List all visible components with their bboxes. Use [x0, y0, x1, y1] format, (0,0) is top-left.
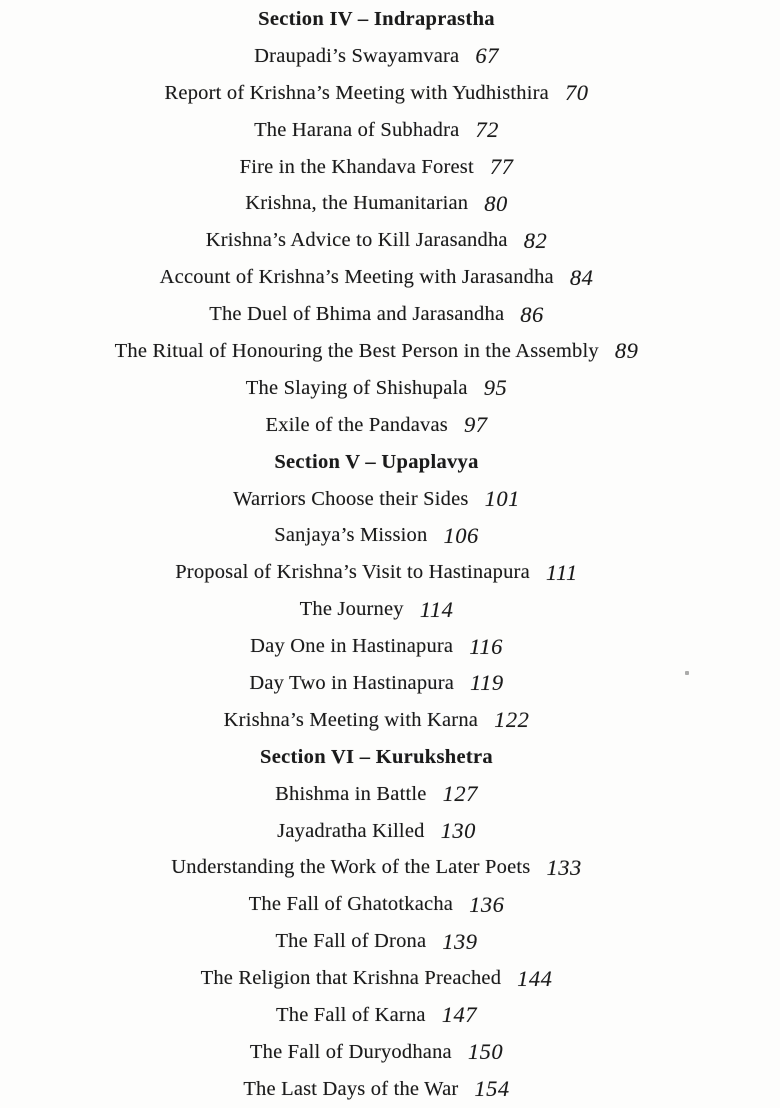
toc-entry-page: 133 — [546, 854, 582, 880]
toc-entry-title: Account of Krishna’s Meeting with Jarasandha — [159, 266, 554, 289]
toc-entry-title: Krishna’s Meeting with Karna — [223, 708, 479, 731]
toc-entry — [0, 665, 753, 702]
toc-entry-title: Day One in Hastinapura — [250, 635, 454, 658]
toc-entry — [0, 554, 753, 591]
toc-entry-page: 84 — [569, 264, 594, 290]
toc-entry-page: 80 — [484, 190, 508, 216]
toc-entry-title: Krishna, the Humanitarian — [245, 192, 469, 215]
toc-entry — [0, 222, 753, 259]
toc-entry — [0, 702, 753, 739]
toc-entry — [0, 112, 753, 149]
toc-entry — [0, 886, 753, 923]
toc-entry-title: The Duel of Bhima and Jarasandha — [209, 303, 505, 326]
toc-entry-page: 70 — [564, 80, 589, 106]
toc-entry — [0, 296, 753, 333]
toc-entry — [0, 333, 753, 370]
toc-entry — [0, 185, 753, 222]
toc-entry — [0, 849, 753, 886]
toc-entry — [0, 517, 753, 554]
toc-section-heading: Section IV – Indraprastha — [258, 7, 495, 30]
toc-entry-page: 77 — [489, 154, 514, 179]
toc-entry-title: Jayadratha Killed — [277, 819, 425, 842]
toc-entry-title: Warriors Choose their Sides — [233, 487, 469, 510]
toc-entry — [0, 776, 753, 813]
toc-entry-page: 101 — [484, 486, 520, 512]
toc-section-heading: Section VI – Kurukshetra — [260, 745, 493, 768]
toc-entry — [0, 259, 753, 296]
toc-entry — [0, 407, 753, 444]
toc-entry — [0, 1034, 753, 1071]
toc-entry-title: Sanjaya’s Mission — [274, 524, 428, 547]
toc-entry-title: The Fall of Karna — [276, 1003, 426, 1026]
toc-entry-title: The Last Days of the War — [243, 1077, 459, 1100]
toc-entry — [0, 149, 753, 186]
toc-entry-page: 86 — [520, 301, 544, 327]
toc-entry-page: 144 — [517, 965, 553, 991]
toc-entry-page: 147 — [441, 1002, 477, 1028]
toc-entry-title: Exile of the Pandavas — [265, 413, 448, 436]
toc-entry-page: 154 — [474, 1076, 510, 1102]
toc-entry-page: 82 — [523, 227, 548, 253]
toc-entry — [0, 75, 753, 112]
toc-entry-page: 97 — [463, 412, 488, 438]
toc-entry-page: 150 — [467, 1039, 504, 1065]
toc-entry-title: Report of Krishna’s Meeting with Yudhisthira — [164, 81, 549, 104]
toc-entry-title: The Fall of Ghatotkacha — [248, 893, 454, 916]
toc-entry-page: 89 — [614, 338, 639, 364]
toc-entry — [0, 960, 753, 997]
toc-entry-title: The Fall of Duryodhana — [249, 1040, 452, 1063]
toc-entry-page: 139 — [442, 928, 478, 954]
toc-entry-page: 119 — [470, 670, 504, 696]
toc — [0, 1, 753, 1108]
toc-entry-title: Krishna’s Advice to Kill Jarasandha — [205, 229, 508, 252]
toc-entry-page: 114 — [419, 596, 454, 622]
toc-entry-title: Day Two in Hastinapura — [249, 671, 455, 694]
toc-entry-title: The Journey — [299, 598, 404, 621]
toc-entry-title: The Slaying of Shishupala — [245, 376, 468, 399]
toc-entry — [0, 481, 753, 518]
toc-entry — [0, 38, 753, 75]
toc-entry-page: 111 — [545, 559, 578, 585]
scan-speck-artifact — [685, 671, 689, 675]
toc-section-heading: Section V – Upaplavya — [274, 450, 479, 473]
toc-entry-title: The Harana of Subhadra — [254, 118, 460, 141]
toc-entry-page: 127 — [442, 781, 478, 807]
toc-entry-title: Bhishma in Battle — [275, 782, 427, 805]
toc-entry-page: 136 — [469, 891, 505, 917]
toc-entry-title: Fire in the Khandava Forest — [239, 155, 474, 178]
toc-entry-title: Draupadi’s Swayamvara — [254, 44, 460, 67]
toc-entry — [0, 923, 753, 960]
toc-entry-title: Proposal of Krishna’s Visit to Hastinapura — [175, 561, 530, 584]
toc-entry-title: The Fall of Drona — [275, 930, 427, 953]
toc-entry-page: 122 — [494, 707, 530, 733]
toc-entry-title: Understanding the Work of the Later Poets — [171, 856, 531, 879]
toc-entry — [0, 813, 753, 850]
toc-entry-page: 130 — [440, 818, 476, 844]
toc-entry-page: 67 — [475, 43, 499, 69]
toc-entry-page: 72 — [475, 117, 499, 143]
toc-entry — [0, 997, 753, 1034]
toc-entry-page: 116 — [469, 633, 503, 659]
toc-entry-page: 106 — [443, 522, 479, 548]
toc-entry-title: The Religion that Krishna Preached — [200, 967, 502, 990]
toc-entry — [0, 591, 753, 628]
toc-entry-page: 95 — [483, 375, 508, 401]
toc-entry — [0, 370, 753, 407]
toc-entry — [0, 1071, 753, 1108]
toc-entry-title: The Ritual of Honouring the Best Person in the Assembly — [114, 339, 599, 362]
toc-entry — [0, 628, 753, 665]
